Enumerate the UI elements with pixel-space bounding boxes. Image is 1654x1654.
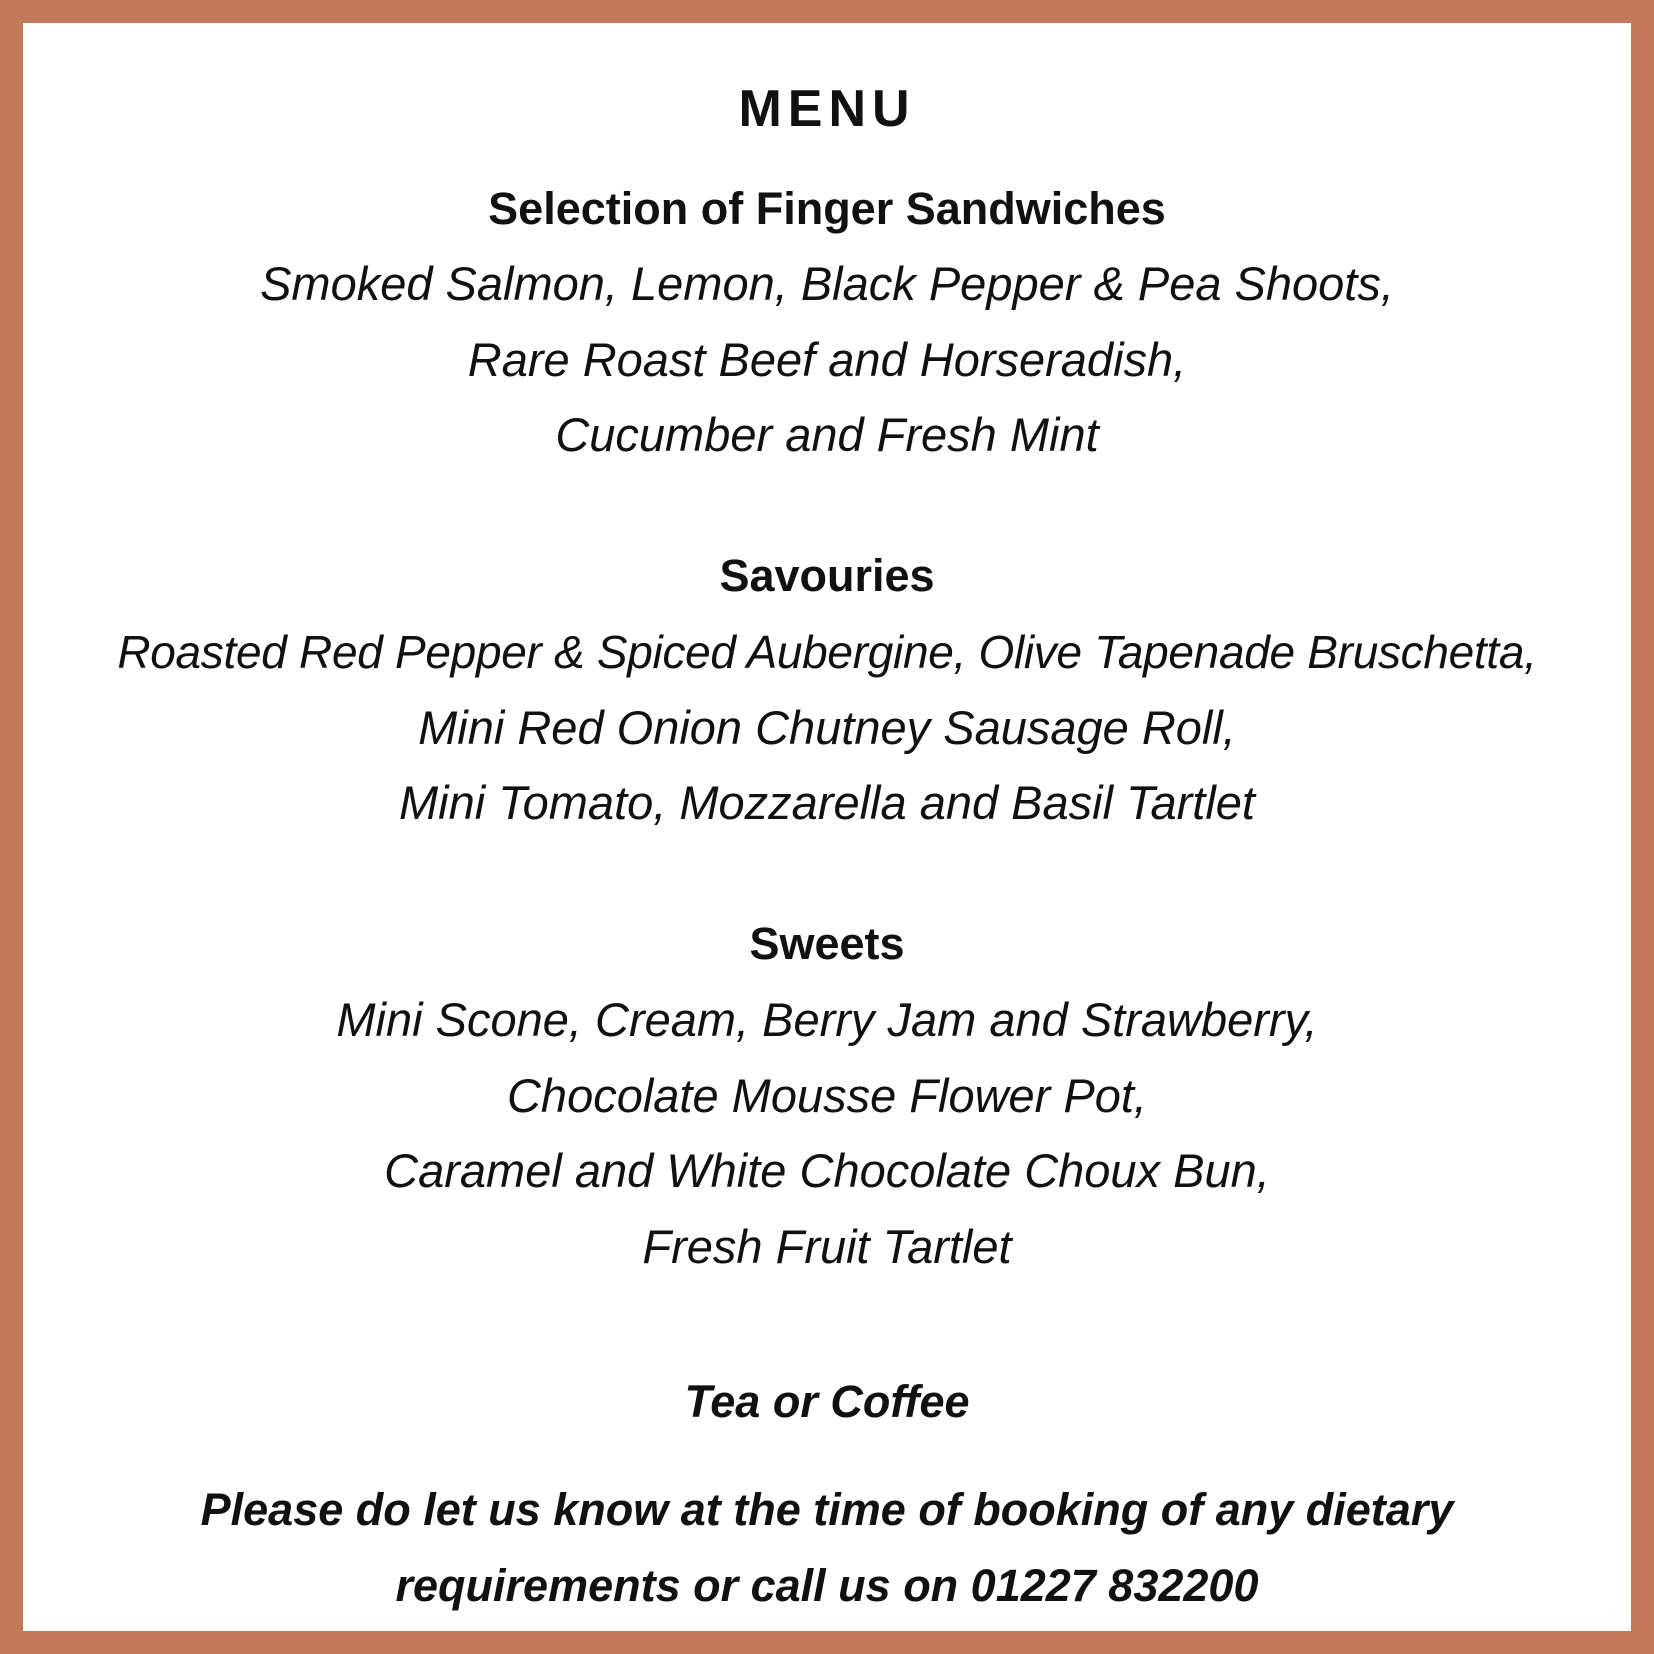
menu-item: Cucumber and Fresh Mint [555, 408, 1099, 461]
menu-item: Chocolate Mousse Flower Pot, [506, 1069, 1147, 1122]
menu-item: Rare Roast Beef and Horseradish, [467, 333, 1187, 386]
dietary-note-line-1: Please do let us know at the time of booking of any dietary [200, 1484, 1454, 1535]
section-heading-sweets: Sweets [749, 918, 905, 969]
menu-item: Mini Red Onion Chutney Sausage Roll, [418, 701, 1236, 754]
menu-item: Fresh Fruit Tartlet [642, 1220, 1012, 1273]
drinks-line: Tea or Coffee [684, 1376, 970, 1427]
section-heading-savouries: Savouries [719, 550, 935, 601]
menu-title: MENU [738, 80, 916, 138]
section-heading-sandwiches: Selection of Finger Sandwiches [488, 183, 1166, 234]
dietary-note-line-2: requirements or call us on 01227 832200 [395, 1560, 1259, 1611]
menu-item: Roasted Red Pepper & Spiced Aubergine, Olive Tapenade Bruschetta, [117, 626, 1537, 678]
menu-item: Smoked Salmon, Lemon, Black Pepper & Pea Shoots, [260, 257, 1394, 310]
menu-item: Caramel and White Chocolate Choux Bun, [384, 1144, 1270, 1197]
menu-item: Mini Scone, Cream, Berry Jam and Strawberry, [336, 993, 1318, 1046]
menu-item: Mini Tomato, Mozzarella and Basil Tartlet [399, 776, 1255, 829]
